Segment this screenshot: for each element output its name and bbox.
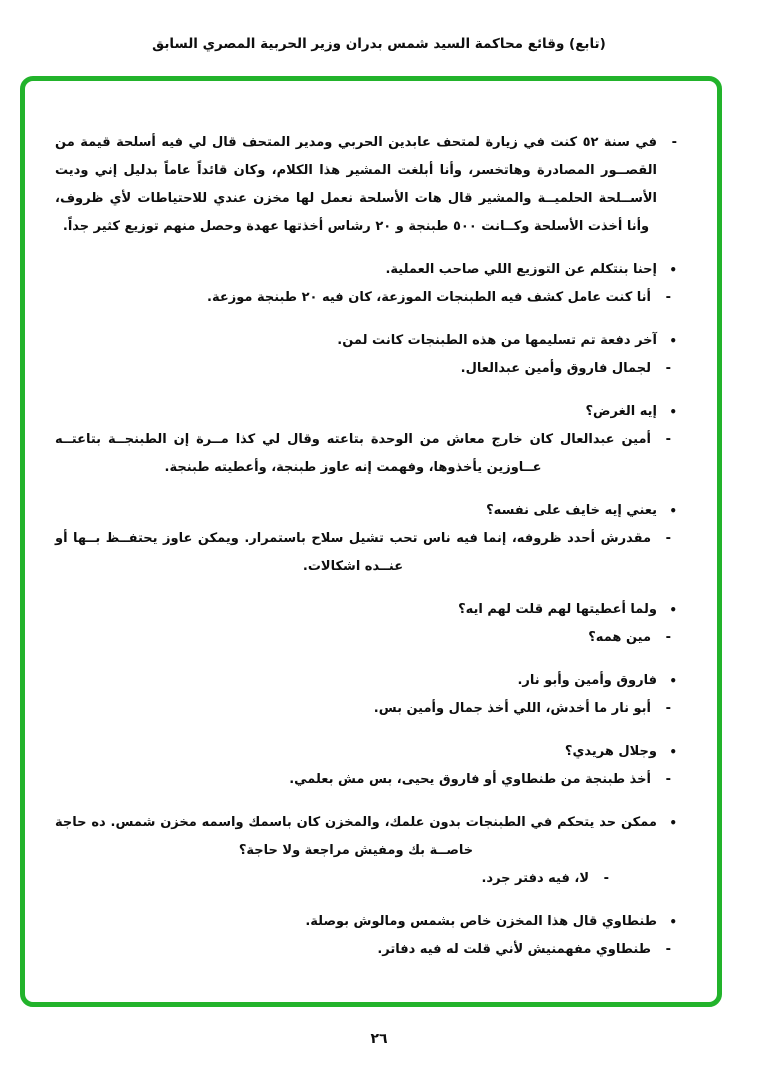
answer-item <box>55 426 677 482</box>
question-item <box>55 667 677 695</box>
answer-item-indented <box>55 865 677 893</box>
question-text: آخر دفعة تم تسليمها من هذه الطبنجات كانت لمن. <box>337 333 657 348</box>
question-item <box>55 256 677 284</box>
answer-item <box>55 936 677 964</box>
answer-text: طنطاوي مفهمنيش لأني قلت له فيه دفاتر. <box>377 942 651 957</box>
dash-icon: - <box>671 135 677 150</box>
bullet-icon: • <box>669 263 677 277</box>
question-text: ممكن حد يتحكم في الطبنجات بدون علمك، والمخزن كان باسمك واسمه مخزن شمس. ده حاجة خاصــة بك ومفيش مراجعة ولا حاجة؟ <box>55 815 657 858</box>
dash-icon: - <box>665 290 671 305</box>
bullet-icon: • <box>669 405 677 419</box>
bullet-icon: • <box>669 816 677 830</box>
statement-text: في سنة ٥٢ كنت في زيارة لمتحف عابدين الحربي ومدير المتحف قال لي فيه أسلحة قيمة من القصــور المصادرة وهاتخسر، وأنا أبلغت المشير هذا الكلام، وكان قائداً عاماً بدليل إني وديت الأســلحة الحلميــة والمشير قال هات الأسلحة نعمل لها مخزن عندي للاحتياطات لأي ظروف، وأنا أخذت الأسلحة وكــانت ٥٠٠ طبنجة و ٢٠ رشاس أخذتها عهدة وحصل منهم توزيع كثير جداً. <box>55 135 657 234</box>
answer-text: مين همه؟ <box>588 630 651 645</box>
question-text: طنطاوي قال هذا المخزن خاص بشمس ومالوش بوصلة. <box>305 914 657 929</box>
dash-icon: - <box>665 772 671 787</box>
question-item <box>55 809 677 865</box>
answer-item <box>55 284 677 312</box>
question-text: إيه الغرض؟ <box>585 404 657 419</box>
page-title: (تابع) وقائع محاكمة السيد شمس بدران وزير الحربية المصري السابق <box>152 36 606 52</box>
question-text: ولما أعطيتها لهم قلت لهم ايه؟ <box>458 602 657 617</box>
question-text: فاروق وأمين وأبو نار. <box>517 673 657 688</box>
dash-icon: - <box>665 361 671 376</box>
answer-item <box>55 695 677 723</box>
answer-item <box>55 766 677 794</box>
answer-text: مقدرش أحدد ظروفه، إنما فيه ناس تحب تشيل سلاح باستمرار. ويمكن عاوز يحتفــظ بــها أو عنــده اشكالات. <box>55 531 651 574</box>
bullet-icon: • <box>669 745 677 759</box>
answer-text: أبو نار ما أخدش، اللي أخذ جمال وأمين بس. <box>373 701 651 716</box>
dash-icon: - <box>603 871 609 886</box>
question-text: يعني إيه خايف على نفسه؟ <box>486 503 657 518</box>
dialogue-content <box>55 129 677 964</box>
question-item <box>55 908 677 936</box>
answer-text: لجمال فاروق وأمين عبدالعال. <box>460 361 651 376</box>
bullet-icon: • <box>669 915 677 929</box>
answer-text: لا، فيه دفتر جرد. <box>481 871 589 886</box>
question-item <box>55 596 677 624</box>
answer-item <box>55 355 677 383</box>
answer-text: أمين عبدالعال كان خارج معاش من الوحدة بتاعته وقال لي كذا مــرة إن الطبنجــة بتاعتــه عــاوزين يأخذوها، وفهمت إنه عاوز طبنجة، وأعطيته طبنجة. <box>55 432 651 475</box>
bullet-icon: • <box>669 504 677 518</box>
bullet-icon: • <box>669 334 677 348</box>
question-item <box>55 497 677 525</box>
answer-item <box>55 525 677 581</box>
dash-icon: - <box>665 701 671 716</box>
question-item <box>55 398 677 426</box>
dash-icon: - <box>665 630 671 645</box>
answer-text: أنا كنت عامل كشف فيه الطبنجات الموزعة، كان فيه ٢٠ طبنجة موزعة. <box>207 290 651 305</box>
bullet-icon: • <box>669 674 677 688</box>
question-text: وجلال هريدي؟ <box>564 744 657 759</box>
question-item <box>55 738 677 766</box>
statement-item <box>55 129 677 241</box>
dash-icon: - <box>665 942 671 957</box>
dash-icon: - <box>665 432 671 447</box>
dash-icon: - <box>665 531 671 546</box>
bullet-icon: • <box>669 603 677 617</box>
answer-item <box>55 624 677 652</box>
green-border-frame <box>20 76 722 1007</box>
question-item <box>55 327 677 355</box>
answer-text: أخذ طبنجة من طنطاوي أو فاروق يحيى، بس مش بعلمي. <box>289 772 651 787</box>
page-number: ٢٦ <box>370 1031 388 1047</box>
question-text: إحنا بنتكلم عن التوزيع اللي صاحب العملية. <box>385 262 657 277</box>
